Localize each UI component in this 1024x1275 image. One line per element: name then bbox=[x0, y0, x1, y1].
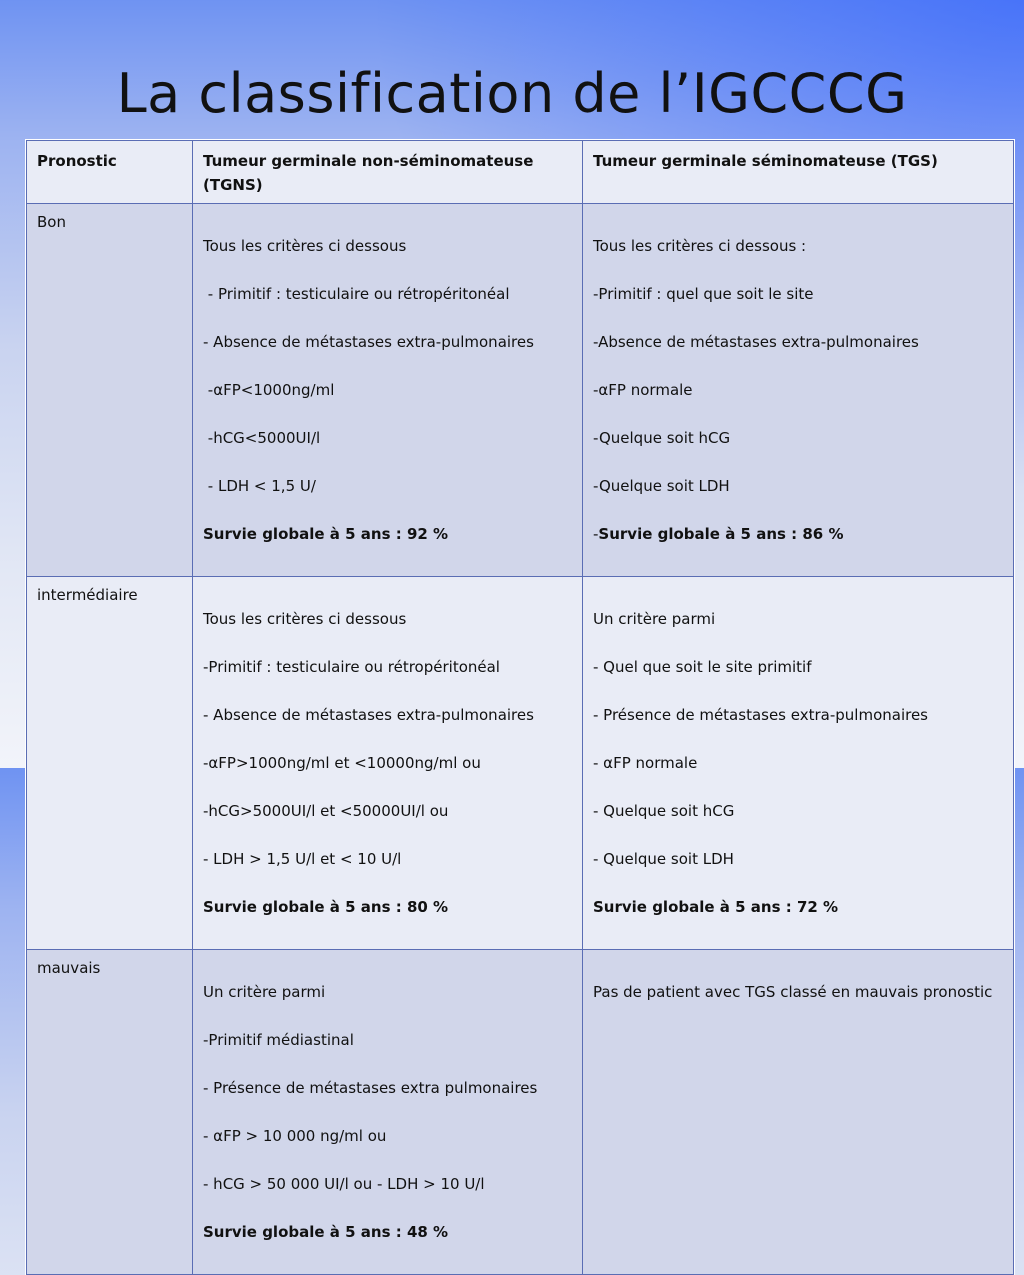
criteria-line: Pas de patient avec TGS classé en mauvais pronostic bbox=[593, 983, 993, 1001]
tgns-cell bbox=[193, 950, 583, 1275]
criteria-line: - Primitif : testiculaire ou rétropéritonéal bbox=[203, 285, 510, 303]
pronostic-cell: intermédiaire bbox=[27, 577, 193, 950]
criteria-line: - Quel que soit le site primitif bbox=[593, 658, 812, 676]
classification-table bbox=[26, 140, 1014, 1275]
criteria-line: -αFP normale bbox=[593, 381, 693, 399]
header-tgs: Tumeur germinale séminomateuse (TGS) bbox=[583, 141, 1014, 204]
table-row bbox=[27, 950, 1014, 1275]
criteria-line: - LDH > 1,5 U/l et < 10 U/l bbox=[203, 850, 402, 868]
criteria-line: Un critère parmi bbox=[203, 983, 326, 1001]
criteria-line: -hCG>5000UI/l et <50000UI/l ou bbox=[203, 802, 449, 820]
criteria-line: -Absence de métastases extra-pulmonaires bbox=[593, 333, 919, 351]
header-tgns: Tumeur germinale non-séminomateuse (TGNS) bbox=[193, 141, 583, 204]
table-row bbox=[27, 204, 1014, 577]
criteria-line: - αFP normale bbox=[593, 754, 698, 772]
criteria-line: Tous les critères ci dessous bbox=[203, 237, 407, 255]
pronostic-cell: Bon bbox=[27, 204, 193, 577]
criteria-line: -hCG<5000UI/l bbox=[203, 429, 321, 447]
criteria-line: - Présence de métastases extra pulmonaires bbox=[203, 1079, 538, 1097]
survival-rate: Survie globale à 5 ans : 72 % bbox=[593, 898, 839, 916]
tgs-cell bbox=[583, 577, 1014, 950]
criteria-line: -Quelque soit hCG bbox=[593, 429, 731, 447]
criteria-line: - Quelque soit hCG bbox=[593, 802, 735, 820]
tgs-cell bbox=[583, 950, 1014, 1275]
survival-rate: Survie globale à 5 ans : 48 % bbox=[203, 1223, 449, 1241]
pronostic-cell: mauvais bbox=[27, 950, 193, 1275]
criteria-line: Tous les critères ci dessous : bbox=[593, 237, 807, 255]
criteria-line: -Primitif : testiculaire ou rétropéritonéal bbox=[203, 658, 500, 676]
criteria-line: -αFP<1000ng/ml bbox=[203, 381, 335, 399]
criteria-line: - hCG > 50 000 UI/l ou - LDH > 10 U/l bbox=[203, 1175, 485, 1193]
criteria-line: -Quelque soit LDH bbox=[593, 477, 730, 495]
table-header-row bbox=[27, 141, 1014, 204]
survival-rate: Survie globale à 5 ans : 80 % bbox=[203, 898, 449, 916]
slide-title: La classification de l’IGCCCG bbox=[116, 62, 908, 125]
criteria-line: - LDH < 1,5 U/ bbox=[203, 477, 316, 495]
criteria-line: -Primitif : quel que soit le site bbox=[593, 285, 814, 303]
criteria-line: - Absence de métastases extra-pulmonaires bbox=[203, 706, 534, 724]
survival-rate: Survie globale à 5 ans : 86 % bbox=[598, 525, 844, 543]
tgns-cell bbox=[193, 204, 583, 577]
survival-rate: Survie globale à 5 ans : 92 % bbox=[203, 525, 449, 543]
criteria-line: - Absence de métastases extra-pulmonaires bbox=[203, 333, 534, 351]
criteria-line: Tous les critères ci dessous bbox=[203, 610, 407, 628]
header-pronostic: Pronostic bbox=[27, 141, 193, 204]
criteria-line: -Primitif médiastinal bbox=[203, 1031, 354, 1049]
criteria-line: - Présence de métastases extra-pulmonaires bbox=[593, 706, 928, 724]
criteria-line: -αFP>1000ng/ml et <10000ng/ml ou bbox=[203, 754, 481, 772]
tgns-cell bbox=[193, 577, 583, 950]
criteria-line: - Quelque soit LDH bbox=[593, 850, 734, 868]
table-row bbox=[27, 577, 1014, 950]
tgs-cell bbox=[583, 204, 1014, 577]
criteria-line: - αFP > 10 000 ng/ml ou bbox=[203, 1127, 387, 1145]
criteria-line: Un critère parmi bbox=[593, 610, 716, 628]
survival-prefix: - bbox=[593, 525, 599, 543]
